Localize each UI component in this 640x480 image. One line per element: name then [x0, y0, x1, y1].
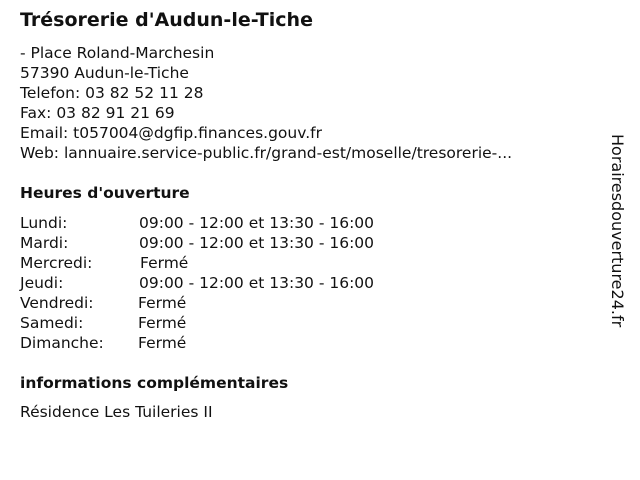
day-label: Mardi: — [20, 234, 69, 252]
city-address: 57390 Audun-le-Tiche — [20, 64, 189, 82]
day-label: Dimanche: — [20, 334, 104, 352]
day-hours: Fermé — [138, 334, 187, 352]
day-label: Mercredi: — [20, 254, 93, 272]
address-block — [20, 43, 512, 163]
website-link[interactable]: Web: lannuaire.service-public.fr/grand-est/moselle/tresorerie-... — [20, 144, 513, 162]
day-label: Jeudi: — [20, 274, 64, 292]
day-hours: 09:00 - 12:00 et 13:30 - 16:00 — [139, 274, 375, 292]
site-watermark: Horairesdouverture24.fr — [608, 134, 627, 328]
day-label: Lundi: — [20, 214, 68, 232]
day-hours: 09:00 - 12:00 et 13:30 - 16:00 — [139, 214, 375, 232]
phone-number: Telefon: 03 82 52 11 28 — [20, 84, 204, 102]
day-hours: 09:00 - 12:00 et 13:30 - 16:00 — [139, 234, 375, 252]
day-hours: Fermé — [138, 314, 187, 332]
additional-info-text: Résidence Les Tuileries II — [20, 403, 213, 421]
day-hours: Fermé — [138, 294, 187, 312]
opening-hours-heading: Heures d'ouverture — [20, 184, 190, 202]
fax-number: Fax: 03 82 91 21 69 — [20, 104, 175, 122]
email-address: Email: t057004@dgfip.finances.gouv.fr — [20, 124, 322, 142]
additional-info-heading: informations complémentaires — [20, 374, 289, 392]
page-title: Trésorerie d'Audun-le-Tiche — [20, 9, 313, 31]
day-label: Samedi: — [20, 314, 84, 332]
day-hours: Fermé — [140, 254, 189, 272]
day-label: Vendredi: — [20, 294, 94, 312]
street-address: - Place Roland-Marchesin — [20, 44, 215, 62]
